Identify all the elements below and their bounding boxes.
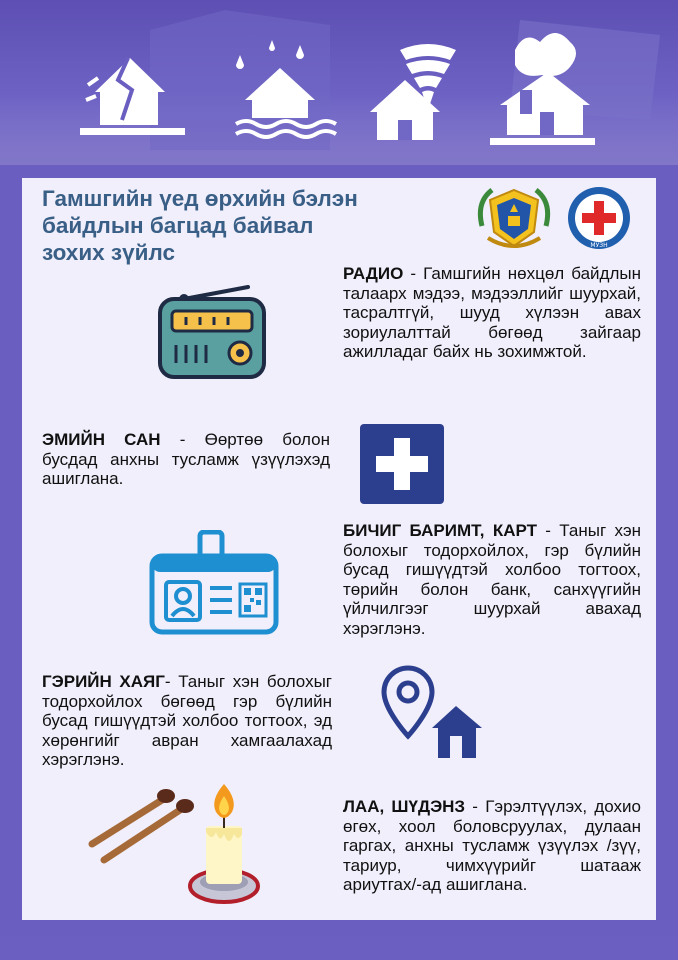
documents-heading: БИЧИГ БАРИМТ, КАРТ	[343, 521, 537, 540]
address-item	[42, 672, 332, 770]
hazard-banner	[0, 0, 678, 165]
radio-icon	[156, 283, 268, 381]
matches-icon	[82, 782, 202, 864]
medicine-item	[42, 430, 330, 489]
candle-separator: -	[465, 797, 486, 816]
radio-description: Гамшгийн нөхцөл байдлын талаарх мэдээ, мэдээллийг шуурхай, тасралтгүй, шууд хүлээн авах зориулалттай бөгөөд зайгаар ажилладаг байх нь зохимжтой.	[343, 264, 641, 362]
medicine-heading: ЭМИЙН САН	[42, 430, 161, 449]
title-line-3: зохих зүйлс	[42, 240, 175, 265]
red-cross-logo-icon	[565, 184, 633, 252]
radio-item	[343, 264, 641, 362]
bottom-bar	[0, 936, 678, 960]
red-cross-logo-text: МУЗН	[590, 242, 608, 249]
radio-separator: -	[403, 264, 424, 283]
radio-heading: РАДИО	[343, 264, 404, 283]
documents-item	[343, 521, 641, 639]
candle-icon	[186, 782, 262, 908]
address-description: Таныг хэн болохыг тодорхойлох бөгөөд гэр бүлийн бусад гишүүдтэй холбоо тогтоох, эд хөрөнгийг авран хамгаалахад хэрэглэнэ.	[42, 672, 332, 770]
location-home-icon	[380, 662, 486, 762]
id-card-icon	[148, 530, 280, 636]
medicine-description: Өөртөө болон бусдад анхны тусламж үзүүлэхэд ашиглана.	[42, 430, 330, 489]
title-line-1: Гамшгийн үед өрхийн бэлэн	[42, 186, 358, 211]
documents-separator: -	[536, 521, 560, 540]
candle-description: Гэрэлтүүлэх, дохио өгөх, хоол боловсруулах, дулаан гаргах, анхны тусламж үзүүлэх /зүү, тариур, чимхүүрийг шатааж ариутгах/-ад ашиглана.	[343, 797, 641, 895]
address-heading: ГЭРИЙН ХАЯГ	[42, 672, 165, 691]
emergency-agency-emblem-icon	[476, 186, 552, 252]
title-line-2: байдлын багцад байвал	[42, 213, 314, 238]
page-title	[42, 185, 462, 266]
tornado-house-icon	[370, 44, 456, 140]
candle-item	[343, 797, 641, 895]
medicine-separator: -	[160, 430, 205, 449]
address-separator: -	[164, 672, 179, 691]
candle-heading: ЛАА, ШҮДЭНЗ	[343, 797, 466, 816]
first-aid-icon	[360, 424, 444, 504]
documents-description: Таныг хэн болохыг тодорхойлох, гэр бүлийн бусад гишүүдтэй холбоо тогтоох, төрийн болон банк, санхүүгийн үйлчилгээг шуурхай авахад хэрэглэнэ.	[343, 521, 642, 638]
